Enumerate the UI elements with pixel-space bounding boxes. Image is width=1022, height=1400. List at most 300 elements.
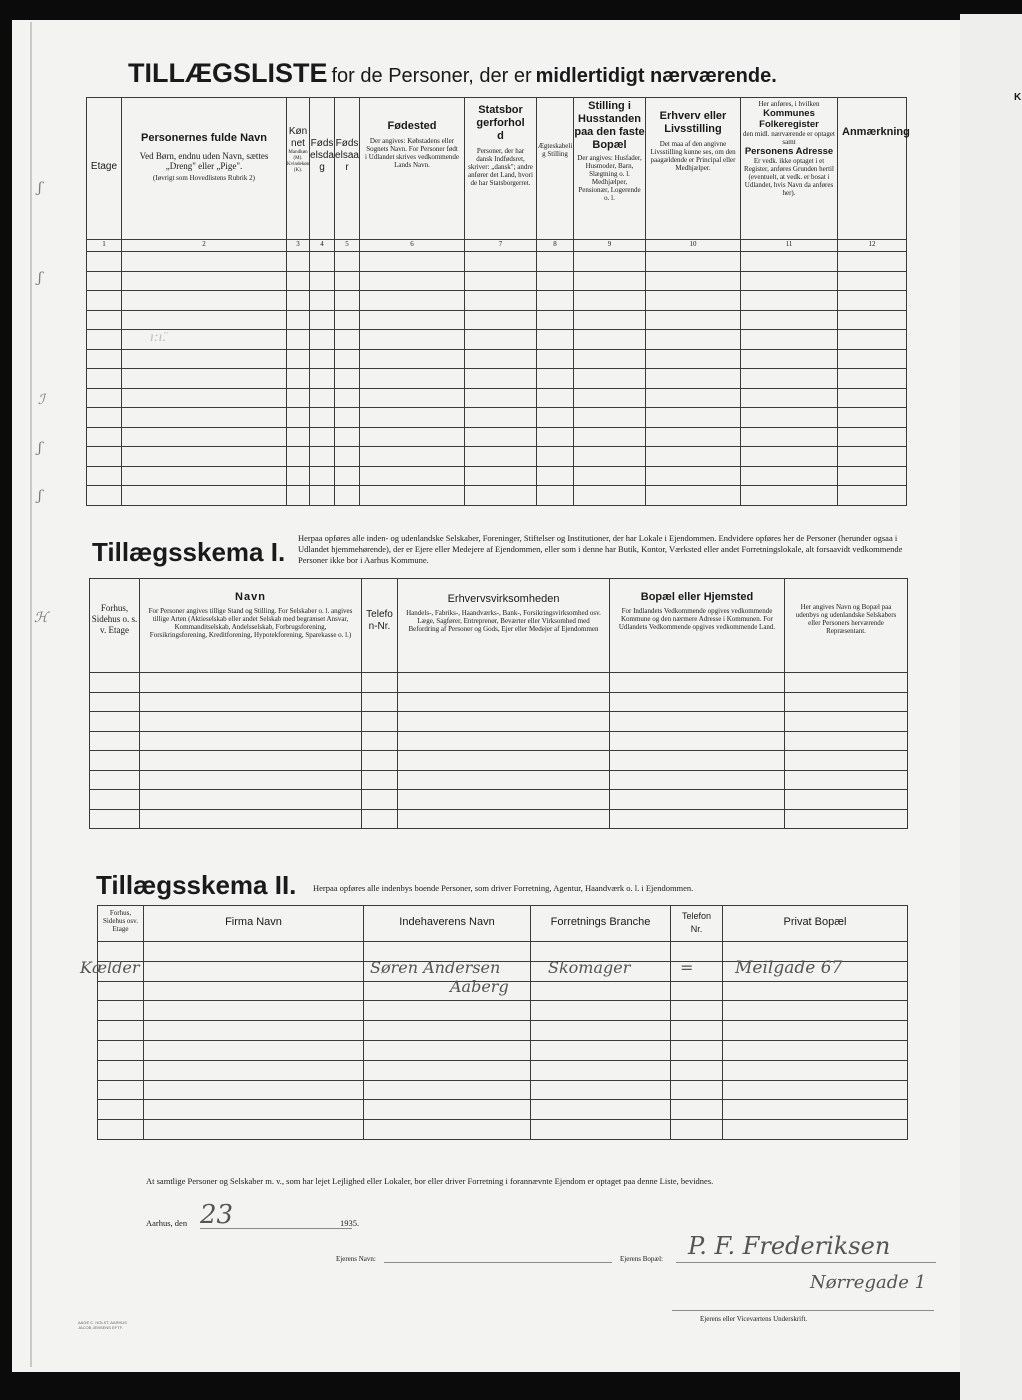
col-marital: Ægteskabelig Stilling bbox=[537, 98, 574, 240]
table-cell bbox=[122, 427, 287, 447]
table-cell bbox=[537, 447, 574, 467]
table-cell bbox=[360, 466, 465, 486]
table-cell bbox=[838, 486, 907, 506]
schedule-2-intro: Herpaa opføres alle indenbys boende Personer, som driver Forretning, Agentur, Haandværk o. l. i Ejendommen. bbox=[313, 883, 694, 893]
table-cell bbox=[398, 751, 610, 771]
table-cell bbox=[362, 731, 398, 751]
table-cell bbox=[98, 1100, 144, 1120]
table-cell bbox=[646, 349, 741, 369]
adjacent-page bbox=[960, 14, 1022, 1400]
table-row bbox=[90, 731, 908, 751]
table-cell bbox=[537, 486, 574, 506]
table-cell bbox=[610, 751, 785, 771]
table-cell bbox=[398, 673, 610, 693]
table-cell bbox=[287, 330, 310, 350]
table-row bbox=[87, 486, 907, 506]
table-cell bbox=[741, 466, 838, 486]
table-cell bbox=[140, 790, 362, 810]
table-cell bbox=[465, 252, 537, 272]
table-cell bbox=[144, 942, 364, 962]
table-cell bbox=[838, 427, 907, 447]
col-birthday: Fødselsdag bbox=[310, 98, 335, 240]
table-cell bbox=[335, 369, 360, 389]
table-cell bbox=[646, 388, 741, 408]
table-cell bbox=[574, 486, 646, 506]
table-cell bbox=[646, 447, 741, 467]
table-cell bbox=[671, 1001, 723, 1021]
table-cell bbox=[785, 692, 908, 712]
table-cell bbox=[537, 388, 574, 408]
table-cell bbox=[364, 1001, 531, 1021]
table-cell bbox=[398, 692, 610, 712]
table-cell bbox=[531, 1080, 671, 1100]
table-cell bbox=[87, 388, 122, 408]
table-cell bbox=[98, 1001, 144, 1021]
table-cell bbox=[537, 310, 574, 330]
table-cell bbox=[98, 1021, 144, 1041]
table-cell bbox=[87, 252, 122, 272]
table-cell bbox=[465, 388, 537, 408]
page-title bbox=[128, 58, 777, 89]
table-cell bbox=[364, 1100, 531, 1120]
schedule-2-table bbox=[97, 905, 908, 1140]
table-cell bbox=[398, 809, 610, 829]
table-cell bbox=[671, 1021, 723, 1041]
table-cell bbox=[531, 1040, 671, 1060]
table-cell bbox=[610, 712, 785, 732]
col-household-position: Stilling i Husstanden paa den faste Bopæl Der angives: Husfader, Husmoder, Barn, Slægtning o. l. Medhjælper, Pensionær, Logerende o. l. bbox=[574, 98, 646, 240]
table-cell bbox=[465, 466, 537, 486]
table-row bbox=[87, 388, 907, 408]
table-cell bbox=[90, 770, 140, 790]
schedule-1-heading: Tillægsskema I. bbox=[92, 537, 286, 567]
table-cell bbox=[310, 330, 335, 350]
table-row bbox=[90, 712, 908, 732]
table-cell bbox=[364, 1080, 531, 1100]
table-cell bbox=[144, 1060, 364, 1080]
table-cell bbox=[335, 330, 360, 350]
table-cell bbox=[838, 466, 907, 486]
table-cell bbox=[398, 712, 610, 732]
table-cell bbox=[531, 1060, 671, 1080]
margin-mark: ʃ bbox=[38, 180, 42, 196]
table-cell bbox=[465, 486, 537, 506]
table-cell bbox=[335, 291, 360, 311]
table-row bbox=[90, 809, 908, 829]
table-cell bbox=[465, 427, 537, 447]
table-cell bbox=[122, 447, 287, 467]
col-registry: Her anføres, i hvilken Kommunes Folkeregister den midl. nærværende er optaget samt Personens Adresse Er vedk. ikke optaget i et Register, anføres Grunden hertil (eventuelt, at vedk. er bosat i Udlandet, hvis Navn da anføres her). bbox=[741, 98, 838, 240]
s2-col-firm: Firma Navn bbox=[144, 906, 364, 942]
s1-col-phone: Telefon-Nr. bbox=[362, 579, 398, 673]
table-cell bbox=[98, 1040, 144, 1060]
table-cell bbox=[310, 291, 335, 311]
s2-col-owner: Indehaverens Navn bbox=[364, 906, 531, 942]
table-cell bbox=[360, 349, 465, 369]
s2-col-address: Privat Bopæl bbox=[723, 906, 908, 942]
table-cell bbox=[465, 408, 537, 428]
table-cell bbox=[360, 447, 465, 467]
table-cell bbox=[531, 1021, 671, 1041]
table-row bbox=[87, 466, 907, 486]
table-row bbox=[98, 1001, 908, 1021]
table-cell bbox=[310, 271, 335, 291]
table-cell bbox=[723, 1001, 908, 1021]
table-cell bbox=[310, 369, 335, 389]
table-header-row bbox=[90, 579, 908, 673]
table-cell bbox=[87, 310, 122, 330]
col-remarks: Anmærkning bbox=[838, 98, 907, 240]
table-cell bbox=[362, 751, 398, 771]
table-cell bbox=[785, 809, 908, 829]
table-cell bbox=[537, 349, 574, 369]
table-cell bbox=[574, 466, 646, 486]
table-cell bbox=[574, 291, 646, 311]
table-cell bbox=[646, 310, 741, 330]
col-etage: Etage bbox=[87, 98, 122, 240]
table-cell bbox=[90, 809, 140, 829]
col-gender: Kønnet Mandkøn (M). Kvindekøn (K). bbox=[287, 98, 310, 240]
faint-mark: ı:ı̈. bbox=[150, 330, 166, 345]
margin-mark: ℐ bbox=[38, 392, 45, 408]
table-cell bbox=[335, 447, 360, 467]
table-header-row bbox=[87, 98, 907, 240]
table-cell bbox=[144, 1001, 364, 1021]
table-row bbox=[87, 427, 907, 447]
table-cell bbox=[741, 369, 838, 389]
table-cell bbox=[741, 388, 838, 408]
table-cell bbox=[122, 310, 287, 330]
table-cell bbox=[531, 1100, 671, 1120]
table-cell bbox=[741, 447, 838, 467]
table-cell bbox=[90, 692, 140, 712]
table-cell bbox=[144, 1021, 364, 1041]
table-cell bbox=[741, 271, 838, 291]
table-row bbox=[87, 349, 907, 369]
table-cell bbox=[537, 330, 574, 350]
s2-col-phone: Telefon Nr. bbox=[671, 906, 723, 942]
table-cell bbox=[785, 712, 908, 732]
schedule-1-intro: Herpaa opføres alle inden- og udenlandske Selskaber, Foreninger, Stiftelser og Institutioner, der har Lokale i Ejendommen. Endvidere opføres her de Personer (herunder ogsaa i Udlandet hjemmehørende), der er Ejere eller Medejere af Ejendommen, eller som i denne har Butik, Kontor, Værksted eller andet Forretningslokale, alt forsaavidt vedkommende Personer ikke bor i Aarhus Kommune. bbox=[298, 533, 903, 565]
attestation-text: At samtlige Personer og Selskaber m. v., som har lejet Lejlighed eller Lokaler, bor eller driver Forretning i forannævnte Ejendom er optaget paa denne Liste, bevidnes. bbox=[146, 1176, 714, 1186]
table-cell bbox=[90, 712, 140, 732]
table-row bbox=[87, 330, 907, 350]
table-cell bbox=[360, 408, 465, 428]
table-row bbox=[87, 271, 907, 291]
table-cell bbox=[287, 466, 310, 486]
table-row bbox=[87, 408, 907, 428]
table-body bbox=[87, 252, 907, 506]
s1-col-residence: Bopæl eller Hjemsted For Indlandets Vedkommende opgives vedkommende Kommune og den nærmere Adresse i Kommunen. For Udlandets Vedkommende opgives vedkommende Land. bbox=[610, 579, 785, 673]
table-cell bbox=[140, 673, 362, 693]
table-cell bbox=[531, 1001, 671, 1021]
table-cell bbox=[671, 961, 723, 981]
table-cell bbox=[87, 349, 122, 369]
table-cell bbox=[785, 731, 908, 751]
table-cell bbox=[537, 369, 574, 389]
table-cell bbox=[335, 466, 360, 486]
table-cell bbox=[122, 330, 287, 350]
table-cell bbox=[287, 310, 310, 330]
table-cell bbox=[610, 731, 785, 751]
table-cell bbox=[838, 291, 907, 311]
table-cell bbox=[287, 369, 310, 389]
table-cell bbox=[87, 447, 122, 467]
s2-col-etage: Forhus, Sidehus osv. Etage bbox=[98, 906, 144, 942]
table-cell bbox=[335, 310, 360, 330]
table-cell bbox=[646, 330, 741, 350]
table-row bbox=[98, 1040, 908, 1060]
table-cell bbox=[98, 1120, 144, 1140]
table-cell bbox=[310, 447, 335, 467]
table-cell bbox=[537, 271, 574, 291]
table-cell bbox=[741, 252, 838, 272]
table-cell bbox=[122, 271, 287, 291]
table-row bbox=[90, 673, 908, 693]
table-cell bbox=[723, 1021, 908, 1041]
margin-mark: ʃ bbox=[38, 488, 42, 504]
table-cell bbox=[360, 427, 465, 447]
table-cell bbox=[360, 252, 465, 272]
table-row bbox=[98, 1021, 908, 1041]
date-year: 1935. bbox=[340, 1218, 360, 1228]
table-cell bbox=[838, 310, 907, 330]
table-row bbox=[98, 1080, 908, 1100]
table-cell bbox=[122, 252, 287, 272]
table-cell bbox=[144, 1040, 364, 1060]
signature-label: Ejerens eller Viceværtens Underskrift. bbox=[700, 1315, 808, 1323]
table-cell bbox=[335, 486, 360, 506]
entry-owner: Søren Andersen bbox=[370, 958, 501, 977]
table-cell bbox=[646, 291, 741, 311]
table-cell bbox=[90, 673, 140, 693]
margin-mark: ʃ bbox=[38, 270, 42, 286]
place-label: Aarhus, den bbox=[146, 1218, 188, 1228]
table-cell bbox=[838, 330, 907, 350]
table-cell bbox=[310, 388, 335, 408]
col-birthyear: Fødselsaar bbox=[335, 98, 360, 240]
table-cell bbox=[785, 770, 908, 790]
table-header-row bbox=[98, 906, 908, 942]
table-cell bbox=[723, 1060, 908, 1080]
date-day: 23 bbox=[200, 1200, 234, 1230]
table-cell bbox=[310, 408, 335, 428]
supplementary-list-table bbox=[86, 97, 910, 506]
table-cell bbox=[364, 1060, 531, 1080]
table-row bbox=[90, 751, 908, 771]
table-row bbox=[98, 1120, 908, 1140]
table-cell bbox=[574, 408, 646, 428]
table-cell bbox=[574, 447, 646, 467]
table-cell bbox=[362, 790, 398, 810]
table-cell bbox=[310, 252, 335, 272]
table-cell bbox=[287, 291, 310, 311]
col-occupation: Erhverv eller Livsstilling Det maa af den angivne Livsstilling kunne ses, om den paagældende er Principal eller Medhjælper. bbox=[646, 98, 741, 240]
table-cell bbox=[537, 252, 574, 272]
table-cell bbox=[287, 388, 310, 408]
table-cell bbox=[360, 330, 465, 350]
table-cell bbox=[87, 486, 122, 506]
table-cell bbox=[287, 252, 310, 272]
table-cell bbox=[335, 252, 360, 272]
table-cell bbox=[122, 369, 287, 389]
s1-col-etage: Forhus, Sidehus o. s. v. Etage bbox=[90, 579, 140, 673]
table-cell bbox=[310, 427, 335, 447]
table-cell bbox=[398, 790, 610, 810]
table-cell bbox=[335, 271, 360, 291]
table-cell bbox=[87, 408, 122, 428]
table-cell bbox=[741, 310, 838, 330]
column-number-row: 1 2 3 4 5 6 7 8 9 10 11 12 bbox=[87, 240, 907, 252]
table-cell bbox=[335, 349, 360, 369]
table-cell bbox=[646, 427, 741, 447]
table-row bbox=[87, 447, 907, 467]
table-cell bbox=[364, 1021, 531, 1041]
table-cell bbox=[140, 770, 362, 790]
table-cell bbox=[335, 388, 360, 408]
table-row bbox=[87, 252, 907, 272]
table-cell bbox=[140, 751, 362, 771]
table-cell bbox=[310, 349, 335, 369]
table-cell bbox=[98, 1060, 144, 1080]
table-cell bbox=[671, 942, 723, 962]
table-cell bbox=[646, 408, 741, 428]
owner-address-label: Ejerens Bopæl: bbox=[620, 1255, 663, 1263]
col-name: Personernes fulde Navn Ved Børn, endnu uden Navn, sættes „Dreng" eller „Pige". (Iøvrigt som Hovedlistens Rubrik 2) bbox=[122, 98, 287, 240]
table-cell bbox=[646, 252, 741, 272]
entry-address: Meilgade 67 bbox=[735, 958, 843, 978]
table-cell bbox=[144, 981, 364, 1001]
col-birthplace: Fødested Der angives: Købstadens eller Sognets Navn. For Personer født i Udlandet skrives vedkommende Lands Navn. bbox=[360, 98, 465, 240]
table-cell bbox=[838, 447, 907, 467]
s1-col-business: Erhvervsvirksomheden Handels-, Fabriks-, Haandværks-, Bank-, Forsikringsvirksomhed osv. Læge, Sagfører, Entreprenør, Beværter eller Virksomhed med Befordring af Personer og Gods, Ejer eller Medejer af Ejendommen bbox=[398, 579, 610, 673]
table-row bbox=[87, 369, 907, 389]
table-cell bbox=[287, 271, 310, 291]
table-cell bbox=[360, 310, 465, 330]
table-cell bbox=[741, 349, 838, 369]
table-cell bbox=[87, 466, 122, 486]
table-cell bbox=[838, 388, 907, 408]
table-cell bbox=[574, 252, 646, 272]
table-cell bbox=[741, 330, 838, 350]
schedule-2-heading: Tillægsskema II. bbox=[96, 870, 297, 900]
table-cell bbox=[87, 427, 122, 447]
table-cell bbox=[537, 466, 574, 486]
table-cell bbox=[574, 427, 646, 447]
table-cell bbox=[574, 349, 646, 369]
entry-etage: Kælder bbox=[80, 958, 140, 977]
table-cell bbox=[465, 369, 537, 389]
table-cell bbox=[838, 408, 907, 428]
table-cell bbox=[574, 330, 646, 350]
table-cell bbox=[122, 466, 287, 486]
table-cell bbox=[122, 486, 287, 506]
table-cell bbox=[465, 330, 537, 350]
table-row bbox=[87, 310, 907, 330]
table-cell bbox=[741, 427, 838, 447]
s1-col-representative: Her angives Navn og Bopæl paa udenbys og udenlandske Selskabers eller Personers herværende Repræsentant. bbox=[785, 579, 908, 673]
table-cell bbox=[90, 751, 140, 771]
table-cell bbox=[723, 1080, 908, 1100]
table-cell bbox=[364, 1120, 531, 1140]
s2-col-branch: Forretnings Branche bbox=[531, 906, 671, 942]
title-main: TILLÆGSLISTE bbox=[128, 58, 328, 88]
owner-address-line bbox=[676, 1262, 936, 1263]
table-cell bbox=[122, 349, 287, 369]
table-cell bbox=[140, 731, 362, 751]
schedule-1-table bbox=[89, 578, 908, 829]
table-cell bbox=[838, 271, 907, 291]
table-cell bbox=[122, 291, 287, 311]
table-cell bbox=[537, 427, 574, 447]
table-cell bbox=[287, 349, 310, 369]
table-cell bbox=[362, 692, 398, 712]
printer-mark: AAGE C. HOLST, AARHUS JACOB JENSENS EFTF. bbox=[78, 1320, 127, 1330]
table-cell bbox=[610, 770, 785, 790]
table-cell bbox=[140, 712, 362, 732]
table-cell bbox=[646, 466, 741, 486]
table-body bbox=[90, 673, 908, 829]
table-cell bbox=[723, 1120, 908, 1140]
table-cell bbox=[838, 369, 907, 389]
signature-line bbox=[672, 1310, 934, 1311]
table-cell bbox=[362, 673, 398, 693]
table-cell bbox=[144, 961, 364, 981]
table-cell bbox=[87, 271, 122, 291]
table-cell bbox=[360, 291, 465, 311]
table-cell bbox=[360, 486, 465, 506]
table-cell bbox=[785, 790, 908, 810]
table-cell bbox=[671, 1100, 723, 1120]
table-cell bbox=[287, 408, 310, 428]
table-cell bbox=[335, 427, 360, 447]
margin-mark: ℋ bbox=[34, 610, 48, 626]
table-cell bbox=[574, 310, 646, 330]
table-row bbox=[90, 790, 908, 810]
table-cell bbox=[287, 486, 310, 506]
table-cell bbox=[122, 388, 287, 408]
table-cell bbox=[646, 271, 741, 291]
table-cell bbox=[90, 790, 140, 810]
owner-signature-address: Nørregade 1 bbox=[810, 1272, 927, 1293]
table-cell bbox=[98, 1080, 144, 1100]
table-cell bbox=[362, 770, 398, 790]
adjacent-page-letter: K bbox=[1014, 92, 1022, 103]
table-cell bbox=[398, 731, 610, 751]
table-cell bbox=[574, 271, 646, 291]
entry-owner-line2: Aaberg bbox=[450, 977, 509, 996]
table-cell bbox=[671, 1080, 723, 1100]
table-cell bbox=[610, 809, 785, 829]
table-cell bbox=[364, 1040, 531, 1060]
table-cell bbox=[144, 1120, 364, 1140]
table-cell bbox=[838, 349, 907, 369]
table-cell bbox=[723, 1040, 908, 1060]
table-cell bbox=[741, 408, 838, 428]
table-cell bbox=[741, 291, 838, 311]
table-cell bbox=[537, 291, 574, 311]
table-cell bbox=[360, 388, 465, 408]
table-cell bbox=[537, 408, 574, 428]
margin-mark: ʃ bbox=[38, 440, 42, 456]
entry-phone: = bbox=[680, 958, 694, 977]
table-cell bbox=[465, 271, 537, 291]
table-cell bbox=[310, 486, 335, 506]
title-middle: for de Personer, der er bbox=[331, 65, 532, 87]
table-cell bbox=[140, 809, 362, 829]
table-cell bbox=[671, 981, 723, 1001]
table-row bbox=[98, 1060, 908, 1080]
